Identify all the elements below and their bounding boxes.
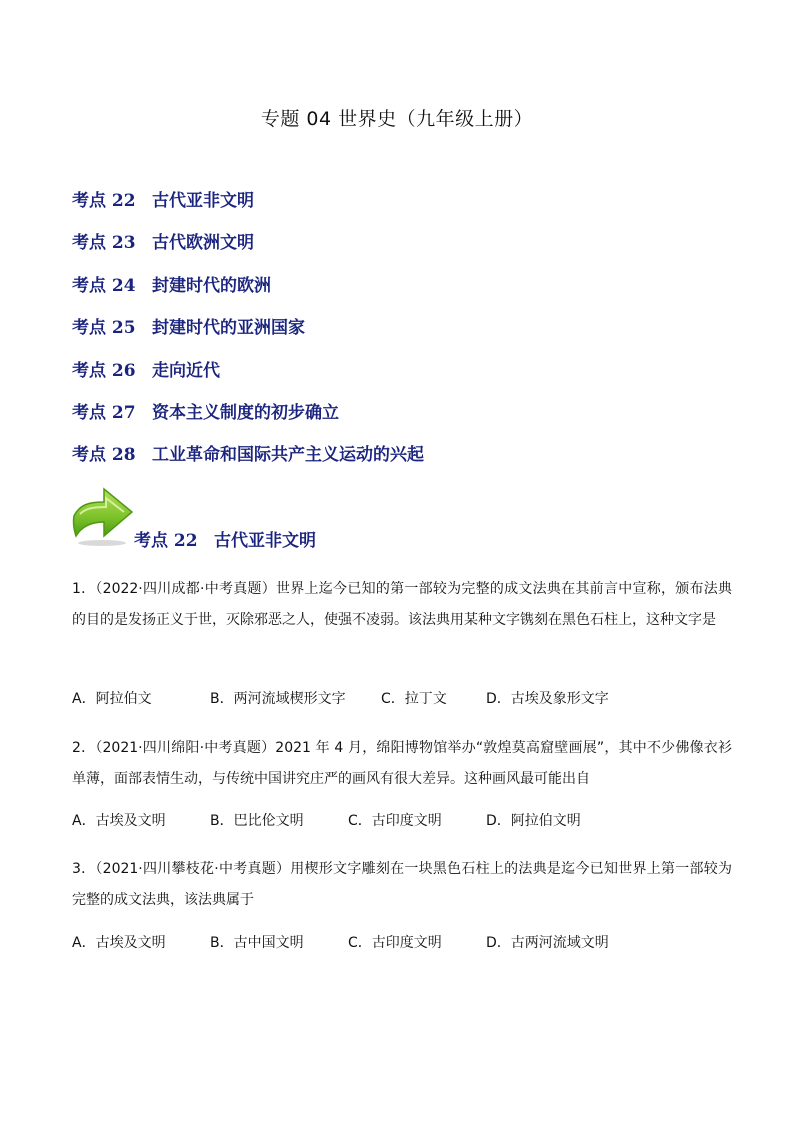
toc-item-number: 考点 23 [72, 233, 136, 254]
option-d: D．古两河流域文明 [486, 935, 609, 951]
option-b: B．古中国文明 [210, 935, 304, 951]
question-stem: 2．（2021·四川绵阳·中考真题）2021 年 4 月，绵阳博物馆举办“敦煌莫高窟壁画展”，其中不少佛像衣衫单薄，面部表情生动，与传统中国讲究庄严的画风有很大差异。这种画风最可能出自 [72, 740, 732, 787]
option-c: C．古印度文明 [348, 813, 442, 829]
question-2 [72, 733, 732, 795]
toc-item-number: 考点 28 [72, 445, 136, 466]
table-of-contents [72, 186, 424, 483]
toc-item [72, 271, 424, 313]
green-arrow-icon [72, 486, 136, 548]
question-stem: 3．（2021·四川攀枝花·中考真题）用楔形文字雕刻在一块黑色石柱上的法典是迄今已知世界上第一部较为完整的成文法典，该法典属于 [72, 861, 732, 908]
option-c: C．古印度文明 [348, 935, 442, 951]
option-d: D．阿拉伯文明 [486, 813, 581, 829]
toc-item-label: 封建时代的欧洲 [152, 275, 271, 296]
option-c: C．拉丁文 [381, 691, 447, 707]
toc-item-label: 封建时代的亚洲国家 [152, 318, 305, 339]
toc-item [72, 186, 424, 228]
option-b: B．两河流域楔形文字 [210, 691, 346, 707]
option-a: A．古埃及文明 [72, 935, 166, 951]
toc-item [72, 440, 424, 482]
section-title [134, 526, 316, 551]
toc-item [72, 398, 424, 440]
toc-item-number: 考点 26 [72, 360, 136, 381]
section-number: 考点 22 [134, 531, 198, 551]
page-title: 专题 04 世界史（九年级上册） [260, 108, 534, 130]
option-b: B．巴比伦文明 [210, 813, 304, 829]
option-a: A．阿拉伯文 [72, 691, 152, 707]
question-3 [72, 854, 732, 916]
toc-item-label: 走向近代 [152, 360, 220, 381]
question-1 [72, 574, 732, 636]
toc-item-number: 考点 27 [72, 402, 136, 423]
toc-item [72, 313, 424, 355]
toc-item-number: 考点 25 [72, 318, 136, 339]
question-stem: 1．（2022·四川成都·中考真题）世界上迄今已知的第一部较为完整的成文法典在其前言中宣称，颁布法典的目的是发扬正义于世，灭除邪恶之人，使强不凌弱。该法典用某种文字镌刻在黑色石柱上，这种文字是 [72, 581, 732, 628]
toc-item [72, 356, 424, 398]
toc-item [72, 228, 424, 270]
toc-item-label: 古代亚非文明 [152, 191, 254, 211]
toc-item-label: 工业革命和国际共产主义运动的兴起 [152, 445, 424, 466]
section-label: 古代亚非文明 [214, 531, 316, 551]
option-a: A．古埃及文明 [72, 813, 166, 829]
toc-item-number: 考点 24 [72, 275, 136, 296]
toc-item-number: 考点 22 [72, 191, 136, 211]
toc-item-label: 资本主义制度的初步确立 [152, 402, 339, 423]
toc-item-label: 古代欧洲文明 [152, 233, 254, 254]
section-header [72, 486, 472, 556]
option-d: D．古埃及象形文字 [486, 691, 609, 707]
